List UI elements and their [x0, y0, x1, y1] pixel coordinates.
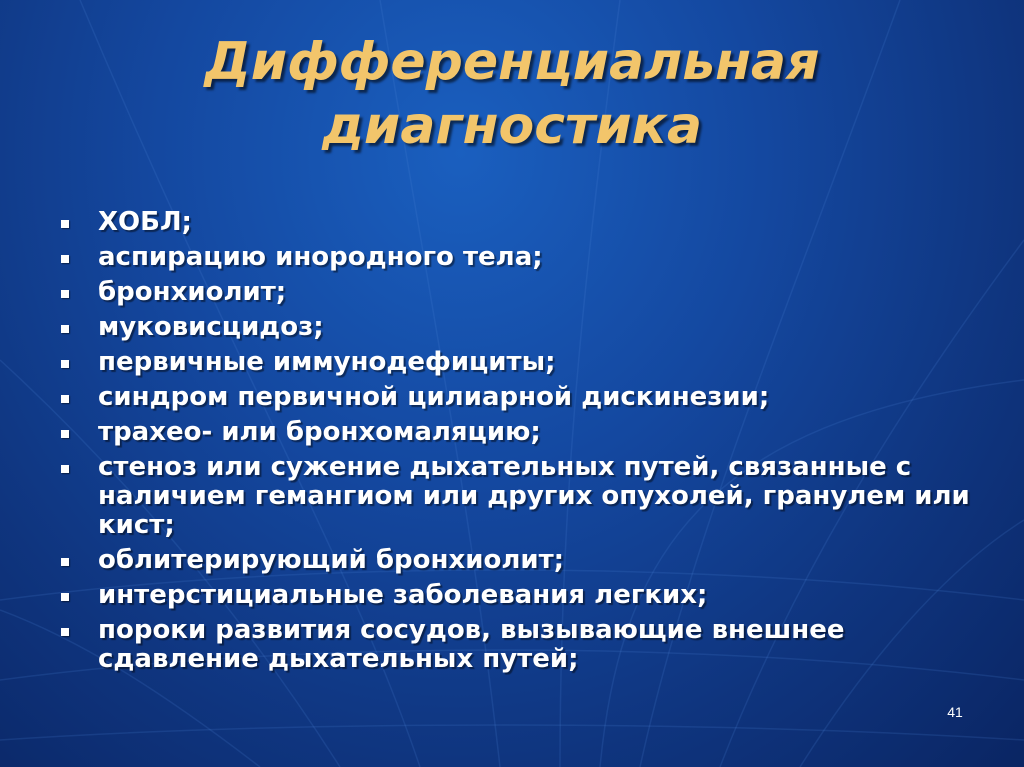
bullet-icon — [61, 628, 69, 636]
list-item-text: стеноз или сужение дыхательных путей, связанные с наличием гемангиом или других опухолей, гранулем или кист; — [98, 452, 970, 540]
list-item — [58, 453, 988, 540]
list-item — [58, 546, 988, 575]
title-line-2: диагностика — [321, 96, 703, 156]
bullet-icon — [61, 255, 69, 263]
list-item-text: облитерирующий бронхиолит; — [98, 545, 565, 575]
differential-diagnosis-list — [58, 208, 988, 680]
bullet-icon — [61, 465, 69, 473]
title-line-1: Дифференциальная — [204, 32, 820, 92]
bullet-icon — [61, 558, 69, 566]
list-item — [58, 383, 988, 412]
bullet-icon — [61, 325, 69, 333]
list-item — [58, 243, 988, 272]
list-item-text: синдром первичной цилиарной дискинезии; — [98, 382, 770, 412]
list-item-text: первичные иммунодефициты; — [98, 347, 556, 377]
list-item — [58, 313, 988, 342]
list-item — [58, 418, 988, 447]
bullet-icon — [61, 290, 69, 298]
bullet-icon — [61, 360, 69, 368]
list-item — [58, 581, 988, 610]
bullet-icon — [61, 430, 69, 438]
page-number: 41 — [947, 704, 963, 720]
list-item — [58, 278, 988, 307]
list-item-text: интерстициальные заболевания легких; — [98, 580, 708, 610]
list-item — [58, 208, 988, 237]
bullet-icon — [61, 395, 69, 403]
list-item-text: аспирацию инородного тела; — [98, 242, 543, 272]
list-item — [58, 348, 988, 377]
list-item-text: пороки развития сосудов, вызывающие внешнее сдавление дыхательных путей; — [98, 615, 845, 674]
list-item — [58, 616, 988, 674]
bullet-icon — [61, 220, 69, 228]
list-item-text: трахео- или бронхомаляцию; — [98, 417, 541, 447]
slide-title — [0, 30, 1024, 158]
bullet-icon — [61, 593, 69, 601]
list-item-text: муковисцидоз; — [98, 312, 324, 342]
list-item-text: ХОБЛ; — [98, 207, 192, 237]
list-item-text: бронхиолит; — [98, 277, 287, 307]
